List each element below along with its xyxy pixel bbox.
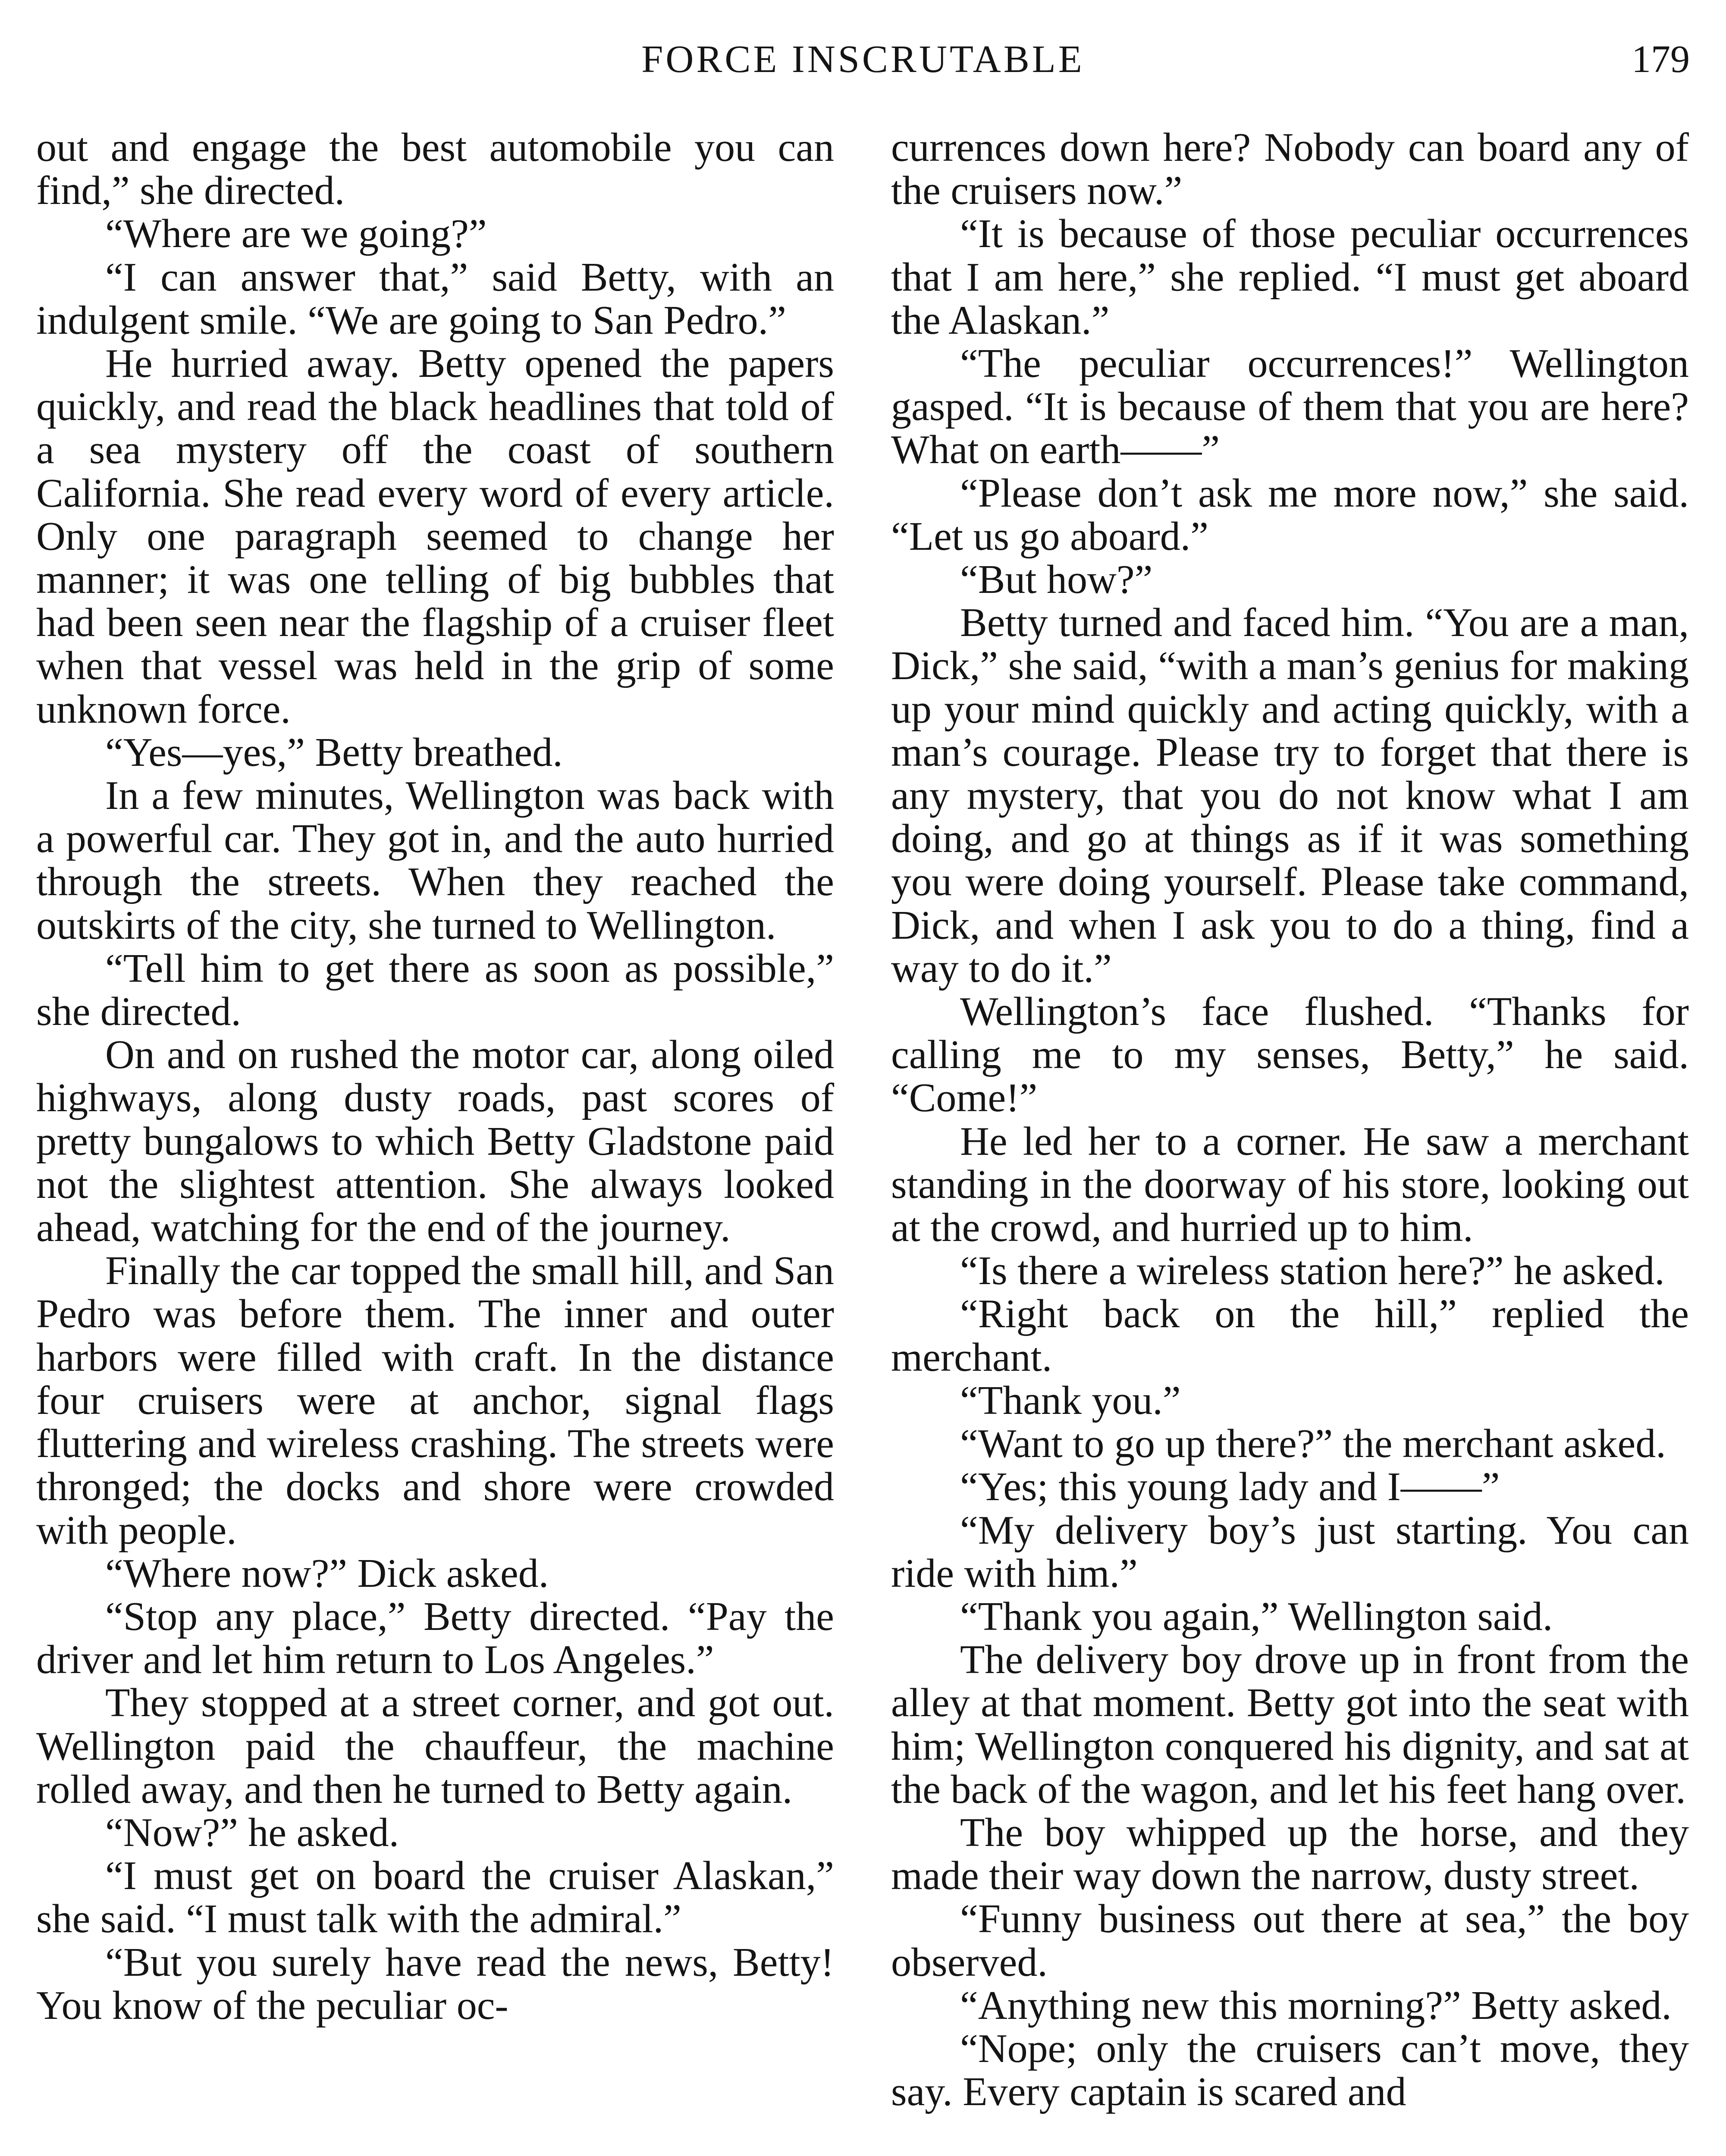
left-column <box>36 126 834 2027</box>
paragraph: He led her to a corner. He saw a merchant standing in the doorway of his store, looking out at the crowd, and hurried up to him. <box>891 1119 1689 1250</box>
paragraph: “Where are we going?” <box>105 211 487 257</box>
paragraph: “Stop any place,” Betty directed. “Pay the driver and let him return to Los Angeles.” <box>36 1594 834 1683</box>
paragraph: “Yes; this young lady and I——” <box>960 1464 1500 1510</box>
page-number: 179 <box>1632 38 1690 81</box>
paragraph: “Want to go up there?” the merchant asked. <box>960 1421 1666 1467</box>
running-header <box>36 37 1690 89</box>
paragraph: “Right back on the hill,” replied the merchant. <box>891 1291 1689 1380</box>
running-title: FORCE INSCRUTABLE <box>641 38 1085 81</box>
paragraph: They stopped at a street corner, and got out. Wellington paid the chauffeur, the machine rolled away, and then he turned to Betty again. <box>36 1680 834 1812</box>
paragraph: “Yes—yes,” Betty breathed. <box>105 730 563 775</box>
paragraph: Betty turned and faced him. “You are a man, Dick,” she said, “with a man’s genius for making up your mind quickly and acting quickly, with a man’s courage. Please try to forget that there is any mystery, that you do not know what I am doing, and go at things as if it was something you were doing yourself. Please take command, Dick, and when I ask you to do a thing, find a way to do it.” <box>891 600 1689 991</box>
paragraph: “My delivery boy’s just starting. You can ride with him.” <box>891 1507 1689 1596</box>
paragraph: Finally the car topped the small hill, and San Pedro was before them. The inner and outer harbors were filled with craft. In the distance four cruisers were at anchor, signal flags fluttering and wireless crashing. The streets were thronged; the docks and shore were crowded with people. <box>36 1248 834 1553</box>
paragraph: currences down here? Nobody can board any of the cruisers now.” <box>891 125 1689 213</box>
paragraph: “Tell him to get there as soon as possible,” she directed. <box>36 946 834 1034</box>
paragraph: “I must get on board the cruiser Alaskan,” she said. “I must talk with the admiral.” <box>36 1853 834 1942</box>
paragraph: “Please don’t ask me more now,” she said. “Let us go aboard.” <box>891 470 1689 559</box>
paragraph: “It is because of those peculiar occurrences that I am here,” she replied. “I must get aboard the Alaskan.” <box>891 211 1689 343</box>
paragraph: “Where now?” Dick asked. <box>105 1551 549 1596</box>
paragraph: “Anything new this morning?” Betty asked. <box>960 1983 1672 2028</box>
paragraph: out and engage the best automobile you can find,” she directed. <box>36 125 834 213</box>
paragraph: The boy whipped up the horse, and they made their way down the narrow, dusty street. <box>891 1810 1689 1899</box>
paragraph: “Funny business out there at sea,” the boy observed. <box>891 1896 1689 1985</box>
paragraph: “Thank you again,” Wellington said. <box>960 1594 1553 1639</box>
paragraph: “The peculiar occurrences!” Wellington gasped. “It is because of them that you are here? What on earth——” <box>891 341 1689 473</box>
paragraph: In a few minutes, Wellington was back with a powerful car. They got in, and the auto hurried through the streets. When they reached the outskirts of the city, she turned to Wellington. <box>36 773 834 948</box>
paragraph: “Is there a wireless station here?” he asked. <box>960 1248 1665 1294</box>
paragraph: “But how?” <box>960 557 1153 602</box>
paragraph: “Now?” he asked. <box>105 1810 399 1855</box>
paragraph: He hurried away. Betty opened the papers quickly, and read the black headlines that told of a sea mystery off the coast of southern California. She read every word of every article. Only one paragraph seemed to change her manner; it was one telling of big bubbles that had been seen near the flagship of a cruiser fleet when that vessel was held in the grip of some unknown force. <box>36 341 834 732</box>
paragraph: “Nope; only the cruisers can’t move, they say. Every captain is scared and <box>891 2026 1689 2115</box>
paragraph: On and on rushed the motor car, along oiled highways, along dusty roads, past scores of pretty bungalows to which Betty Gladstone paid not the slightest attention. She always looked ahead, watching for the end of the journey. <box>36 1032 834 1250</box>
paragraph: Wellington’s face flushed. “Thanks for calling me to my senses, Betty,” he said. “Come!” <box>891 989 1689 1121</box>
paragraph: “I can answer that,” said Betty, with an indulgent smile. “We are going to San Pedro.” <box>36 254 834 343</box>
paragraph: The delivery boy drove up in front from the alley at that moment. Betty got into the seat with him; Wellington conquered his dignity, and sat at the back of the wagon, and let his feet hang over. <box>891 1637 1689 1812</box>
paragraph: “But you surely have read the news, Betty! You know of the peculiar oc- <box>36 1940 834 2028</box>
right-column <box>891 126 1689 2113</box>
paragraph: “Thank you.” <box>960 1378 1181 1423</box>
